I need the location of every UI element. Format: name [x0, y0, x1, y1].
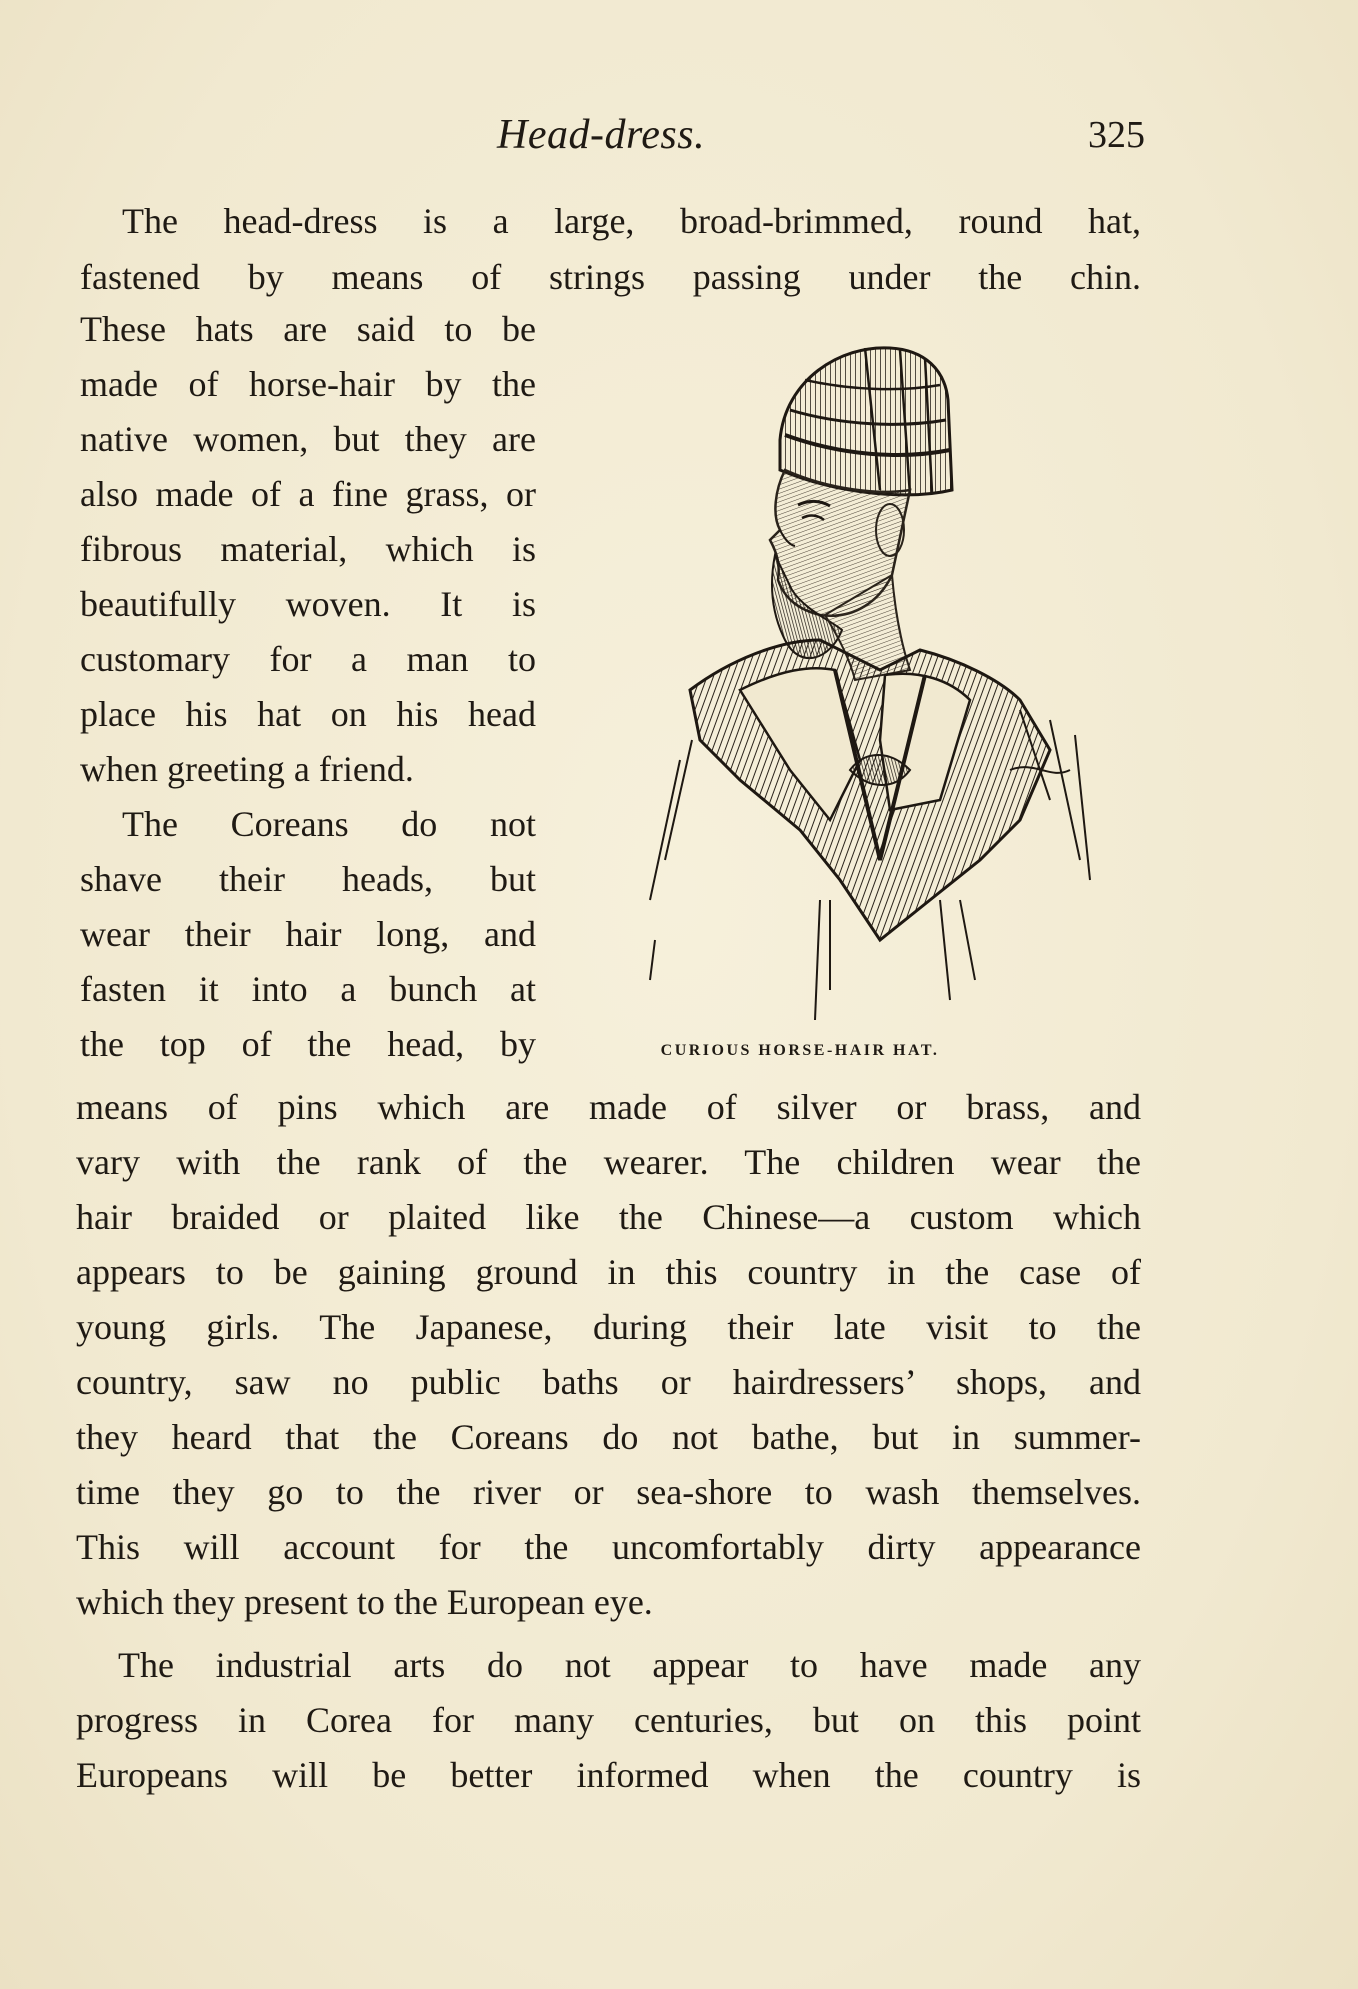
running-head	[70, 105, 1145, 165]
figure-caption: CURIOUS HORSE-HAIR HAT.	[660, 1042, 940, 1059]
text-line: the top of the head, by	[80, 1024, 536, 1064]
text-line: fasten it into a bunch at	[80, 969, 536, 1009]
text-line: This will account for the uncomfortably dirty appearance	[76, 1527, 1141, 1567]
text-line: Europeans will be better informed when the country is	[76, 1755, 1141, 1795]
text-line: The head-dress is a large, broad-brimmed, round hat,	[122, 201, 1141, 241]
horse-hair-hat-illustration	[580, 340, 1120, 1030]
text-line: when greeting a friend.	[80, 749, 414, 789]
page-number: 325	[1088, 114, 1145, 156]
text-line: The Coreans do not	[122, 804, 536, 844]
text-line: The industrial arts do not appear to have made any	[118, 1645, 1141, 1685]
text-line: they heard that the Coreans do not bathe, but in summer-	[76, 1417, 1141, 1457]
text-line: made of horse-hair by the	[80, 364, 536, 404]
hat	[780, 348, 952, 495]
text-line: vary with the rank of the wearer. The children wear the	[76, 1142, 1141, 1182]
text-line: fibrous material, which is	[80, 529, 536, 569]
text-line: place his hat on his head	[80, 694, 536, 734]
text-line: young girls. The Japanese, during their late visit to the	[76, 1307, 1141, 1347]
text-line: which they present to the European eye.	[76, 1582, 653, 1622]
text-line: These hats are said to be	[80, 309, 536, 349]
text-line: customary for a man to	[80, 639, 536, 679]
running-title: Head-dress.	[497, 112, 706, 158]
text-line: wear their hair long, and	[80, 914, 536, 954]
text-line: means of pins which are made of silver or brass, and	[76, 1087, 1141, 1127]
text-line: progress in Corea for many centuries, but on this point	[76, 1700, 1141, 1740]
text-line: hair braided or plaited like the Chinese—a custom which	[76, 1197, 1141, 1237]
text-line: appears to be gaining ground in this country in the case of	[76, 1252, 1141, 1292]
text-line: native women, but they are	[80, 419, 536, 459]
text-line: time they go to the river or sea-shore to wash themselves.	[76, 1472, 1141, 1512]
text-line: also made of a fine grass, or	[80, 474, 536, 514]
text-line: fastened by means of strings passing under the chin.	[80, 257, 1141, 297]
text-line: beautifully woven. It is	[80, 584, 536, 624]
text-line: shave their heads, but	[80, 859, 536, 899]
text-line: country, saw no public baths or hairdressers’ shops, and	[76, 1362, 1141, 1402]
robe	[690, 640, 1050, 940]
